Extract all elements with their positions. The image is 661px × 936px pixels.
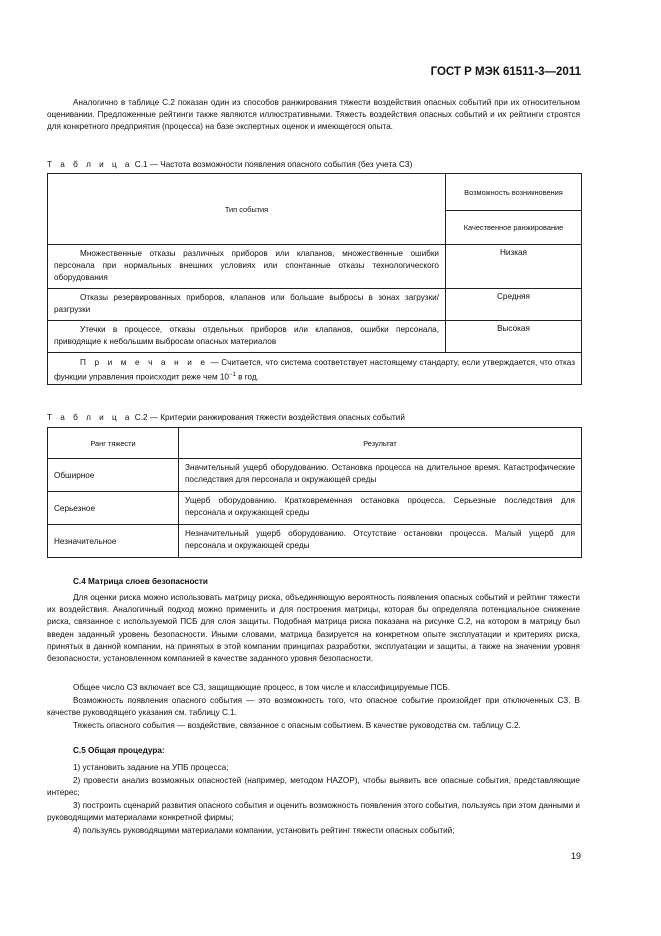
section-c4-paragraph-4: Тяжесть опасного события — воздействие, связанное с опасным событием. В качестве руководства см. таблицу С.2. [73,721,521,730]
table1-title: С.1 — Частота возможности появления опасного события (без учета СЗ) [134,160,413,169]
table2-result-cell: Ущерб оборудованию. Кратковременная остановка процесса. Серьезные последствия для персонала и окружающей среды [179,492,582,525]
table2-result-cell: Значительный ущерб оборудованию. Остановка процесса на длительное время. Катастрофические последствия для персонала и окружающей среды [179,459,582,492]
table2-result-cell: Незначительный ущерб оборудованию. Отсутствие остановки процесса. Малый ущерб для персонала и окружающей среды [179,525,582,558]
table-severity-criteria [47,427,582,558]
table1-rank-cell: Средняя [446,289,582,321]
table1-note-row [48,353,582,385]
section-c4-title: С.4 Матрица слоев безопасности [73,577,208,586]
list-item: 2) провести анализ возможных опасностей (например, методом HAZOP), чтобы выявить все опасные события, представляющие интерес; [47,776,580,798]
section-c4-paragraph-2: Общее число СЗ включает все СЗ, защищающие процесс, в том числе и классифицируемые ПСБ. [73,683,451,692]
table2-title: С.2 — Критерии ранжирования тяжести воздействия опасных событий [134,413,405,422]
table1-event-cell: Отказы резервированных приборов, клапанов или большие выбросы в зонах загрузки/разгрузки [48,289,446,321]
table1-header-possibility: Возможность возникновения [446,174,582,211]
table2-rank-cell: Обширное [48,459,179,492]
list-item: 4) пользуясь руководящими материалами компании, установить рейтинг тяжести опасных событий; [73,826,455,835]
document-header: ГОСТ Р МЭК 61511-3—2011 [430,66,581,78]
table1-note-tail: в год. [235,372,259,382]
table2-rank-cell: Незначительное [48,525,179,558]
table1-caption [47,160,412,169]
table1-header-ranking: Качественное ранжирование [446,211,582,245]
table1-label: Т а б л и ц а [47,160,133,169]
table-row [48,525,582,558]
section-c4-paragraph-3: Возможность появления опасного события — это возможность того, что опасное событие произойдет при отключенных СЗ. В качестве руководящего указания см. таблицу С.1. [47,696,580,718]
table2-header-rank: Ранг тяжести [48,428,179,459]
table1-rank-cell: Высокая [446,321,582,353]
table-row [48,321,582,353]
intro-paragraph: Аналогично в таблице С.2 показан один из способов ранжирования тяжести воздействия опасных событий при их относительном оценивании. Предложенные рейтинги также являются иллюстративными. Тяжесть воздействия опасных событий и их рейтинги строятся для конкретного предприятия (процесса) на базе экспертных оценок и имеющегося опыта. [47,98,580,132]
table1-note-exponent: −1 [229,372,236,378]
section-c4-paragraph-1: Для оценки риска можно использовать матрицу риска, объединяющую вероятность появления опасных событий и рейтинг тяжести их воздействия. Аналогичный подход можно применить и для построения матрицы, которая бы определяла потенциальное снижение риска, связанное с используемой ПСБ для слоя защиты. Подобная матрица риска показана на рисунке С.2, на котором в матрицу был введен заданный уровень безопасности. Иными словами, матрица базируется на конкретном опыте эксплуатации и критериях риска, принятых в данной компании, на принятых в этой компании принципах разработки, эксплуатации и защиты, а также на значении уровня безопасности, установленном компанией в качестве заданного уровня безопасности. [47,593,580,664]
table1-event-cell: Множественные отказы различных приборов или клапанов, множественные ошибки персонала при нормальных внешних условиях или спонтанные отказы технологического оборудования [48,245,446,289]
table1-note [48,353,582,385]
list-item: 1) установить задание на УПБ процесса; [73,763,229,772]
list-item: 3) построить сценарий развития опасного события и оценить возможность появления этого события, пользуясь при этом данными и руководящими материалами конкретной фирмы; [47,801,580,823]
table1-event-cell: Утечки в процессе, отказы отдельных приборов или клапанов, ошибки персонала, приводящие к небольшим выбросам опасных материалов [48,321,446,353]
table2-caption [47,413,405,422]
table2-header-result: Результат [179,428,582,459]
table2-rank-cell: Серьезное [48,492,179,525]
table-row [48,492,582,525]
section-c5-title: С.5 Общая процедура: [73,746,165,755]
table1-note-text: — Считается, что система соответствует настоящему стандарту, если утверждается, что отказ функции управления происходит реже чем 10 [54,358,575,382]
table-row [48,289,582,321]
table-row [48,245,582,289]
table-row [48,459,582,492]
table1-header-event: Тип события [48,174,446,245]
table1-note-label: П р и м е ч а н и е [80,358,208,367]
table1-rank-cell: Низкая [446,245,582,289]
page-number: 19 [570,851,581,861]
table2-label: Т а б л и ц а [47,413,133,422]
table-event-frequency [47,173,582,385]
